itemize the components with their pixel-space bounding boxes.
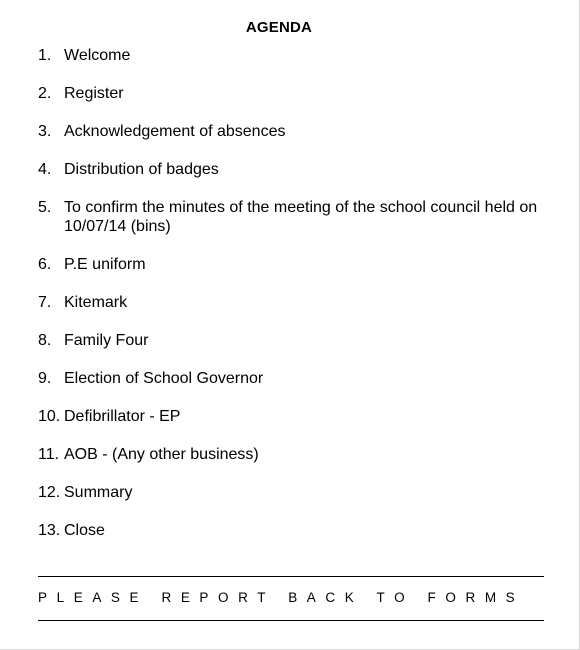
agenda-item-number: 6. — [38, 256, 52, 273]
agenda-item — [38, 160, 538, 179]
footer-divider-top — [38, 576, 544, 577]
agenda-item-text: To confirm the minutes of the meeting of the school council held on 10/07/14 (bins) — [64, 199, 538, 235]
agenda-item-number: 7. — [38, 294, 52, 311]
agenda-item-text: P.E uniform — [64, 256, 146, 273]
footer-divider-bottom — [38, 620, 544, 621]
agenda-item-text: Acknowledgement of absences — [64, 123, 286, 140]
agenda-item — [38, 521, 538, 540]
agenda-title: AGENDA — [245, 19, 313, 36]
agenda-item-number: 10. — [38, 408, 61, 425]
agenda-item-text: Distribution of badges — [64, 161, 219, 178]
agenda-list — [38, 46, 538, 559]
agenda-item — [38, 331, 538, 350]
agenda-item — [38, 483, 538, 502]
agenda-item-number: 12. — [38, 484, 61, 501]
agenda-item — [38, 293, 538, 312]
agenda-item-number: 5. — [38, 199, 52, 216]
agenda-item-number: 9. — [38, 370, 52, 387]
agenda-item-text: Defibrillator - EP — [64, 408, 181, 425]
agenda-item — [38, 407, 538, 426]
agenda-item-text: AOB - (Any other business) — [64, 446, 259, 463]
agenda-item-text: Family Four — [64, 332, 149, 349]
agenda-item-number: 4. — [38, 161, 52, 178]
agenda-item-text: Close — [64, 522, 105, 539]
agenda-item-number: 13. — [38, 522, 61, 539]
agenda-item-text: Register — [64, 85, 124, 102]
agenda-item-number: 1. — [38, 47, 52, 64]
agenda-item — [38, 46, 538, 65]
agenda-item — [38, 84, 538, 103]
agenda-item — [38, 369, 538, 388]
agenda-item-number: 2. — [38, 85, 52, 102]
agenda-item — [38, 255, 538, 274]
agenda-item-number: 8. — [38, 332, 52, 349]
agenda-item — [38, 198, 538, 236]
agenda-item — [38, 445, 538, 464]
agenda-item-number: 11. — [38, 446, 60, 463]
agenda-item-text: Election of School Governor — [64, 370, 264, 387]
agenda-item-text: Welcome — [64, 47, 131, 64]
footer-message: PLEASE REPORT BACK TO FORMS — [38, 590, 525, 605]
agenda-item-text: Kitemark — [64, 294, 128, 311]
agenda-item-number: 3. — [38, 123, 52, 140]
agenda-item-text: Summary — [64, 484, 133, 501]
agenda-item — [38, 122, 538, 141]
